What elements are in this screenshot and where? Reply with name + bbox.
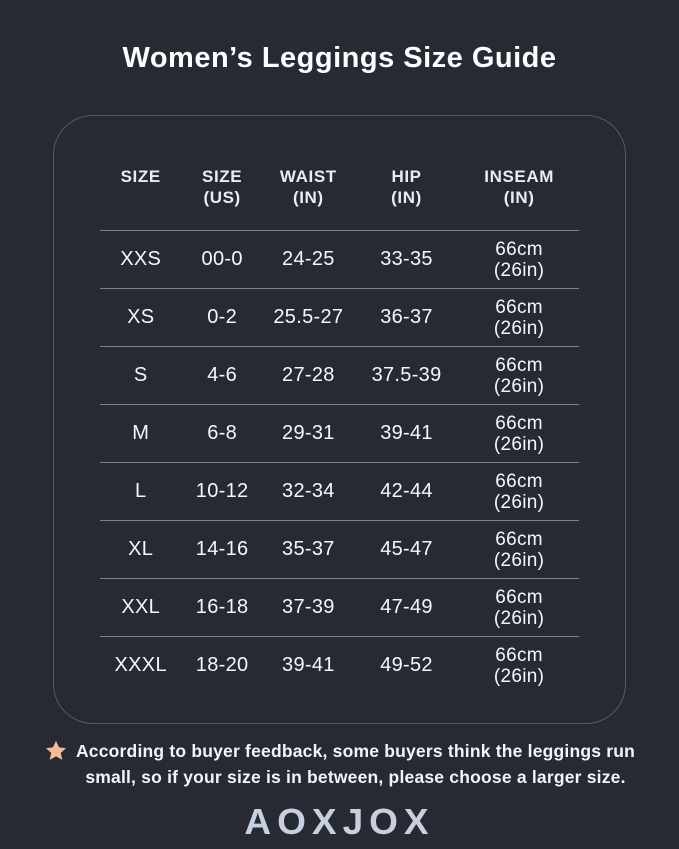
- column-header-sublabel: (IN): [503, 188, 535, 207]
- inseam-cm: 66cm: [495, 354, 543, 376]
- inseam-in: (26in): [493, 549, 545, 571]
- table-row-xxs: [100, 231, 579, 289]
- inseam-cm: 66cm: [495, 412, 543, 434]
- cell-size-us: 4-6: [207, 364, 238, 386]
- column-header-sublabel: [100, 187, 181, 208]
- cell-waist: 27-28: [282, 364, 335, 386]
- inseam-cm: 66cm: [495, 644, 543, 666]
- column-header-sublabel: (IN): [391, 188, 422, 207]
- cell-hip: 37.5-39: [371, 364, 442, 386]
- cell-size: XXXL: [114, 654, 167, 677]
- table-header-row: [100, 116, 579, 231]
- size-table-panel: [53, 115, 626, 724]
- column-header-label: SIZE: [120, 167, 161, 186]
- note-text: [76, 738, 635, 790]
- table-row-xxl: [100, 579, 579, 637]
- column-header-label: SIZE: [202, 167, 243, 186]
- note-line-2: small, so if your size is in between, please choose a larger size.: [85, 767, 626, 787]
- page-title: Women’s Leggings Size Guide: [122, 42, 557, 74]
- cell-size: M: [132, 422, 150, 444]
- cell-inseam: [459, 289, 579, 347]
- column-header-sublabel: (IN): [292, 188, 324, 207]
- inseam-in: (26in): [493, 375, 545, 397]
- cell-hip: 45-47: [380, 538, 433, 560]
- column-header-label: HIP: [391, 167, 422, 186]
- column-header-inseam: [459, 116, 579, 231]
- buyer-feedback-note: [0, 738, 679, 790]
- column-header-size: [100, 116, 181, 231]
- cell-waist: 37-39: [282, 596, 335, 618]
- inseam-in: (26in): [493, 607, 545, 629]
- table-row-xxxl: [100, 637, 579, 695]
- cell-hip: 39-41: [380, 422, 433, 444]
- cell-size-us: 6-8: [207, 422, 238, 444]
- cell-hip: 47-49: [380, 596, 433, 618]
- inseam-cm: 66cm: [495, 296, 543, 318]
- cell-size-us: 00-0: [201, 248, 243, 270]
- brand-logo: AOXJOX: [244, 801, 435, 842]
- cell-size: XS: [127, 306, 155, 328]
- table-row-xs: [100, 289, 579, 347]
- cell-size: XL: [128, 538, 154, 560]
- cell-size-us: 16-18: [195, 596, 249, 618]
- column-header-sublabel: (US): [203, 188, 241, 207]
- table-row-s: [100, 347, 579, 405]
- inseam-in: (26in): [493, 317, 545, 339]
- inseam-in: (26in): [493, 259, 545, 281]
- cell-inseam: [459, 637, 579, 695]
- star-icon: [44, 739, 68, 763]
- cell-waist: 39-41: [282, 654, 335, 677]
- table-row-l: [100, 463, 579, 521]
- cell-inseam: [459, 405, 579, 463]
- cell-size-us: 18-20: [195, 654, 249, 677]
- cell-inseam: [459, 579, 579, 637]
- column-header-waist: [263, 116, 354, 231]
- cell-inseam: [459, 463, 579, 521]
- cell-hip: 36-37: [380, 306, 433, 328]
- column-header-hip: [354, 116, 459, 231]
- inseam-cm: 66cm: [495, 470, 543, 492]
- column-header-label: WAIST: [279, 167, 337, 186]
- cell-size-us: 10-12: [195, 480, 249, 502]
- cell-waist: 32-34: [282, 480, 335, 502]
- cell-hip: 42-44: [380, 480, 433, 502]
- inseam-cm: 66cm: [495, 528, 543, 550]
- cell-size: XXL: [121, 596, 161, 618]
- table-row-m: [100, 405, 579, 463]
- cell-hip: 33-35: [380, 248, 433, 270]
- table-row-xl: [100, 521, 579, 579]
- cell-waist: 25.5-27: [273, 306, 344, 328]
- size-table: [100, 116, 579, 695]
- cell-size: XXS: [120, 248, 162, 270]
- cell-inseam: [459, 231, 579, 289]
- cell-waist: 29-31: [282, 422, 335, 444]
- inseam-cm: 66cm: [495, 238, 543, 260]
- cell-inseam: [459, 347, 579, 405]
- inseam-in: (26in): [493, 665, 545, 687]
- cell-inseam: [459, 521, 579, 579]
- cell-size: L: [134, 480, 147, 502]
- inseam-in: (26in): [493, 433, 545, 455]
- cell-hip: 49-52: [380, 654, 433, 677]
- cell-size-us: 0-2: [207, 306, 238, 328]
- cell-waist: 24-25: [282, 248, 335, 270]
- column-header-size-us: [181, 116, 262, 231]
- inseam-cm: 66cm: [495, 586, 543, 608]
- cell-waist: 35-37: [282, 538, 335, 560]
- column-header-label: INSEAM: [484, 167, 554, 186]
- cell-size: S: [133, 364, 148, 386]
- cell-size-us: 14-16: [195, 538, 249, 560]
- note-line-1: According to buyer feedback, some buyers think the leggings run: [75, 741, 636, 761]
- inseam-in: (26in): [493, 491, 545, 513]
